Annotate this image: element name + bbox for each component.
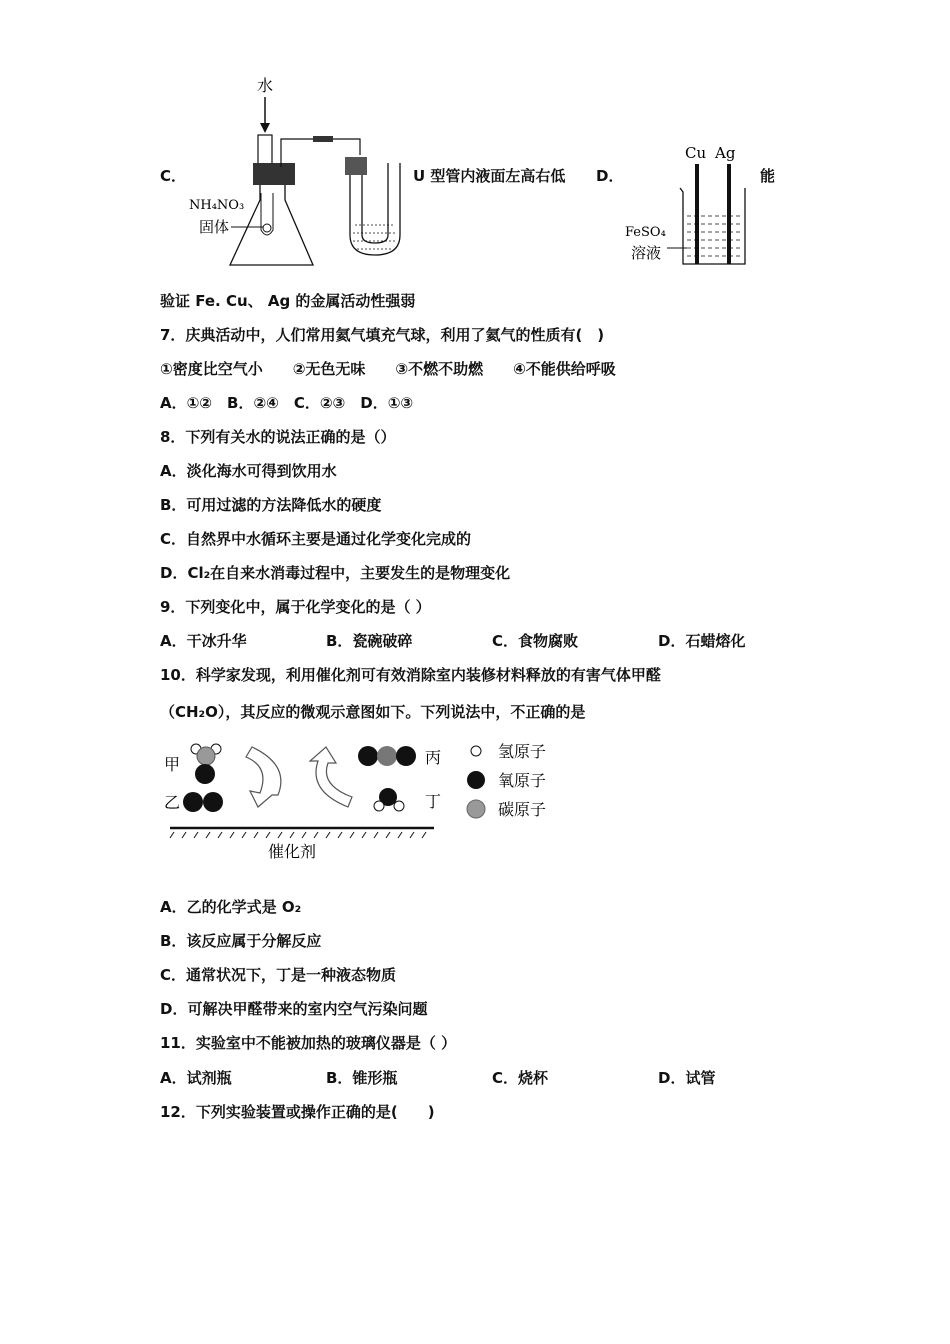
bing-label: 丙 [425,748,442,767]
q8-stem: 8．下列有关水的说法正确的是（） [160,428,396,446]
q10-stem-line1: 10．科学家发现，利用催化剂可有效消除室内装修材料释放的有害气体甲醛 [160,666,661,684]
cu-label: Cu [685,144,707,162]
solution-label: 溶液 [631,244,662,262]
option-c-text: U 型管内液面左高右低 [413,167,566,185]
q7-options: A．①② B．②④ C．②③ D．①③ [160,394,414,412]
legend-carbon: 碳原子 [498,800,547,819]
feso4-label: FeSO₄ [625,225,666,240]
solid-label: 固体 [199,218,230,236]
nh4no3-label: NH₄NO₃ [189,198,245,213]
q8-option-b: B．可用过滤的方法降低水的硬度 [160,496,382,514]
q6-continuation: 验证 Fe. Cu、 Ag 的金属活动性强弱 [160,292,416,310]
legend-hydrogen: 氢原子 [498,742,547,761]
q9-option-d: D．石蜡熔化 [658,632,746,650]
q11-option-a: A．试剂瓶 [160,1069,232,1087]
ding-label: 丁 [425,792,442,811]
catalyst-label: 催化剂 [268,842,317,861]
q9-option-c: C．食物腐败 [492,632,579,650]
q8-option-d: D．Cl₂在自来水消毒过程中，主要发生的是物理变化 [160,564,511,582]
q9-option-a: A．干冰升华 [160,632,247,650]
water-label: 水 [257,76,274,95]
flask-u-tube-figure [185,75,415,275]
q10-option-a: A．乙的化学式是 O₂ [160,898,302,916]
reaction-diagram [160,735,580,865]
q8-option-c: C．自然界中水循环主要是通过化学变化完成的 [160,530,472,548]
q11-stem: 11．实验室中不能被加热的玻璃仪器是（ ） [160,1034,457,1052]
yi-label: 乙 [164,793,181,812]
option-c-label: C． [160,167,187,185]
beaker-figure [625,140,755,270]
legend-oxygen: 氧原子 [498,771,547,790]
q10-option-b: B．该反应属于分解反应 [160,932,322,950]
q10-option-d: D．可解决甲醛带来的室内空气污染问题 [160,1000,428,1018]
q9-stem: 9．下列变化中，属于化学变化的是（ ） [160,598,431,616]
q7-properties: ①密度比空气小 ②无色无味 ③不燃不助燃 ④不能供给呼吸 [160,360,616,378]
q10-option-c: C．通常状况下，丁是一种液态物质 [160,966,397,984]
q9-option-b: B．瓷碗破碎 [326,632,413,650]
q8-option-a: A．淡化海水可得到饮用水 [160,462,337,480]
jia-label: 甲 [164,755,181,774]
q11-option-c: C．烧杯 [492,1069,549,1087]
q10-stem-line2: （CH₂O），其反应的微观示意图如下。下列说法中，不正确的是 [160,703,586,721]
q12-stem: 12．下列实验装置或操作正确的是( ) [160,1103,435,1121]
q11-option-b: B．锥形瓶 [326,1069,398,1087]
ag-label: Ag [715,144,736,162]
q7-stem: 7．庆典活动中，人们常用氦气填充气球，利用了氦气的性质有( ) [160,326,605,344]
option-d-tail: 能 [760,167,776,185]
q11-option-d: D．试管 [658,1069,716,1087]
option-d-label: D． [596,167,624,185]
